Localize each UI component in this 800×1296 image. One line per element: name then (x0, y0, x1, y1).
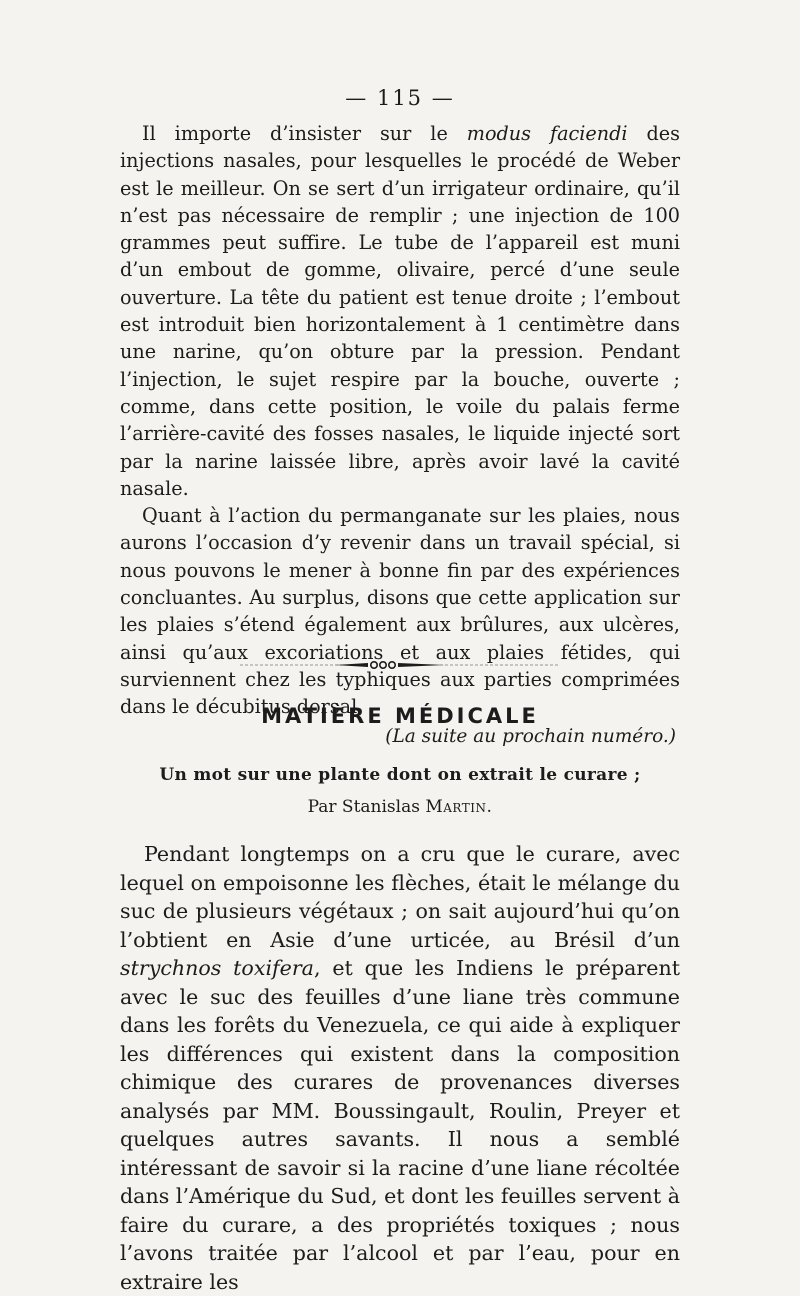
paragraph-injections (120, 120, 680, 502)
article-continuation (120, 120, 680, 750)
ornamental-divider (240, 658, 560, 672)
paragraph-3-part2: , et que les Indiens le préparent avec le suc des feuilles d’une liane très commune dans les forêts du Venezuela, ce qui aide à expliquer les différences qui existent dans la composition chimique des curares de provenances diverses analysés par MM. Boussingault, Roulin, Preyer et quelques autres savants. Il nous a semblé intéressant de savoir si la racine d’une liane récoltée dans l’Amérique du Sud, et dont les feuilles servent à faire du curare, a des propriétés toxiques ; nous l’avons traitée par l’alcool et par l’eau, pour en extraire les (120, 956, 681, 1294)
paragraph-3-part1: Pendant longtemps on a cru que le curare, avec lequel on empoisonne les flèches, était le mélange du suc de plusieurs végétaux ; on sait aujourd’hui qu’on l’obtient en Asie d’une urticée, au Brésil d’un (120, 842, 680, 952)
page-number: — 115 — (345, 86, 455, 110)
paragraph-permanganate: Quant à l’action du permanganate sur les plaies, nous aurons l’occasion d’y revenir dans un travail spécial, si nous pouvons le mener à bonne fin par des expériences concluantes. Au surplus, disons que cette application sur les plaies s’étend également aux brûlures, aux ulcères, ainsi qu’aux excoriations et aux plaies fétides, qui surviennent chez les typhiques aux parties comprimées dans le décubitus dorsal. (120, 504, 680, 719)
author-surname: Martin. (425, 797, 493, 817)
byline-prefix: Par Stanislas (307, 797, 426, 817)
article-title: Un mot sur une plante dont on extrait le curare ; (159, 765, 641, 785)
article-body (120, 840, 680, 1296)
paragraph-curare (120, 840, 680, 1296)
byline (0, 797, 800, 817)
paragraph-1-italic: modus faciendi (466, 122, 628, 145)
paragraph-3-italic: strychnos toxifera (120, 956, 314, 980)
continuation-note: (La suite au prochain numéro.) (385, 725, 676, 747)
paragraph-1-after: des injections nasales, pour lesquelles le procédé de Weber est le meilleur. On se sert d’un irrigateur ordinaire, qu’il n’est pas nécessaire de remplir ; une injection de 100 grammes peut suffire. Le tube de l’appareil est muni d’un embout de gomme, olivaire, percé d’une seule ouverture. La tête du patient est tenue droite ; l’embout est introduit bien horizontalement à 1 centimètre dans une narine, qu’on obture par la pression. Pendant l’injection, le sujet respire par la bouche, ouverte ; comme, dans cette position, le voile du palais ferme l’arrière-cavité des fosses nasales, le liquide injecté sort par la narine laissée libre, après avoir lavé la cavité nasale. (120, 122, 680, 500)
section-title: MATIÈRE MÉDICALE (261, 704, 539, 728)
paragraph-1-before: Il importe d’insister sur le (142, 122, 467, 145)
